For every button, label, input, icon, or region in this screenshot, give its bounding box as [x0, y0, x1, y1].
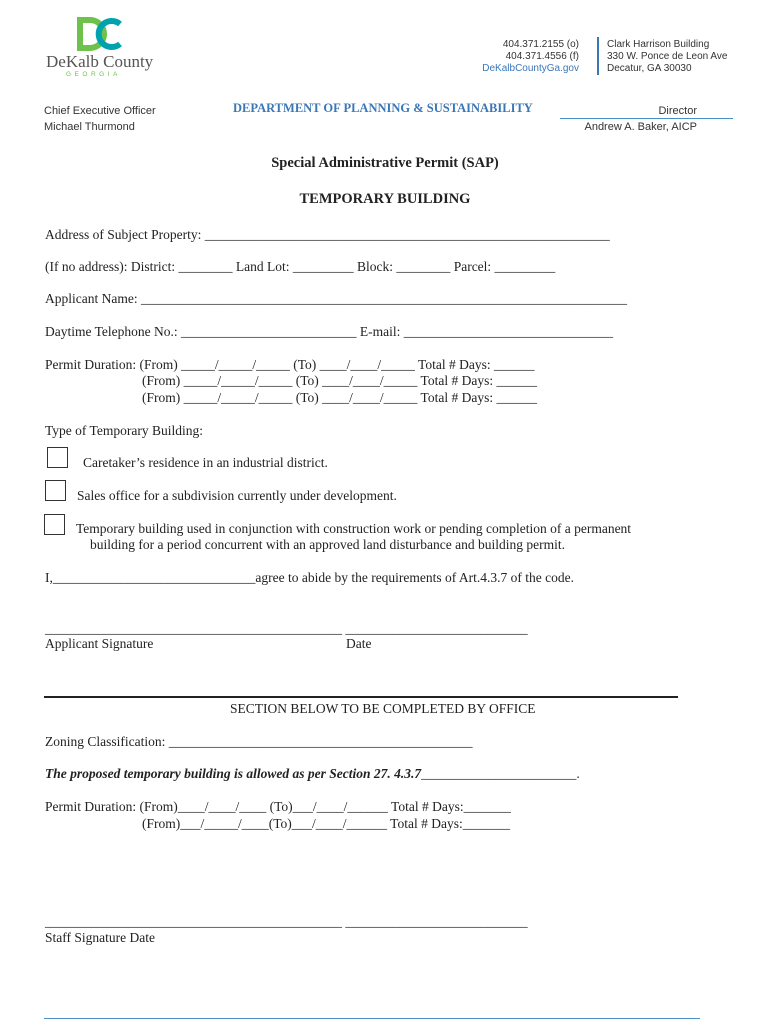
website-link[interactable]: DeKalbCountyGa.gov	[482, 63, 579, 74]
footer-rule	[44, 1018, 700, 1019]
phone-email-field[interactable]: Daytime Telephone No.: __________________________ E-mail: _______________________________	[45, 324, 614, 339]
applicant-signature-line[interactable]: ____________________________________________ ___________________________	[45, 621, 528, 636]
type-label: Type of Temporary Building:	[45, 423, 203, 438]
staff-signature-label: Staff Signature Date	[45, 930, 155, 945]
director-name: Andrew A. Baker, AICP	[584, 121, 697, 133]
zoning-field[interactable]: Zoning Classification: _____________________________________________	[45, 734, 473, 749]
option-caretaker-label: Caretaker’s residence in an industrial district.	[83, 455, 328, 470]
logo-state-name: GEORGIA	[66, 71, 121, 78]
option-construction-label-1: Temporary building used in conjunction with construction work or pending completion of a permanent	[76, 521, 632, 536]
office-duration-1[interactable]: Permit Duration: (From)____/____/____ (To)___/____/______ Total # Days:_______	[45, 799, 511, 814]
ceo-name: Michael Thurmond	[44, 121, 135, 133]
permit-duration-2[interactable]: (From) _____/_____/_____ (To) ____/____/_____ Total # Days: ______	[142, 373, 537, 388]
header-rule	[560, 118, 733, 119]
permit-duration-1[interactable]: Permit Duration: (From) _____/_____/_____ (To) ____/____/_____ Total # Days: ______	[45, 357, 535, 372]
checkbox-construction[interactable]	[44, 514, 65, 535]
county-logo	[44, 16, 154, 78]
applicant-name-field[interactable]: Applicant Name: ________________________________________________________________________	[45, 291, 627, 306]
permit-duration-3[interactable]: (From) _____/_____/_____ (To) ____/____/_____ Total # Days: ______	[142, 390, 537, 405]
department-title: DEPARTMENT OF PLANNING & SUSTAINABILITY	[233, 101, 533, 115]
phone-fax: 404.371.4556 (f)	[505, 51, 579, 62]
phone-office: 404.371.2155 (o)	[502, 39, 579, 50]
logo-county-name: DeKalb County	[46, 52, 154, 71]
option-sales-office-label: Sales office for a subdivision currently under development.	[77, 488, 397, 503]
director-title: Director	[658, 105, 697, 117]
dc-logo-icon	[44, 16, 154, 56]
contact-divider	[597, 37, 599, 75]
agreement-line[interactable]: I,______________________________agree to abide by the requirements of Art.4.3.7 of the code.	[45, 570, 575, 585]
checkbox-sales-office[interactable]	[45, 480, 66, 501]
address-line-2: 330 W. Ponce de Leon Ave	[607, 51, 728, 62]
no-address-field[interactable]: (If no address): District: ________ Land Lot: _________ Block: ________ Parcel: _________	[45, 259, 556, 274]
option-construction-label-2: building for a period concurrent with an approved land disturbance and building permit.	[90, 537, 565, 552]
staff-signature-line[interactable]: ____________________________________________ ___________________________	[45, 914, 528, 929]
allowed-text: The proposed temporary building is allowed as per Section 27. 4.3.7	[45, 766, 422, 781]
checkbox-caretaker[interactable]	[47, 447, 68, 468]
date-label: Date	[346, 636, 372, 651]
allowed-statement	[45, 766, 580, 782]
ceo-title: Chief Executive Officer	[44, 105, 156, 117]
form-title: Special Administrative Permit (SAP)	[271, 155, 499, 171]
applicant-signature-label: Applicant Signature	[45, 636, 154, 651]
allowed-blank[interactable]: _______________________.	[421, 766, 580, 781]
office-duration-2[interactable]: (From)___/_____/____(To)___/____/______ Total # Days:_______	[142, 816, 510, 831]
address-field[interactable]: Address of Subject Property: ____________________________________________________________	[45, 227, 610, 242]
form-subtitle: TEMPORARY BUILDING	[299, 191, 471, 207]
address-line-1: Clark Harrison Building	[607, 39, 710, 50]
address-line-3: Decatur, GA 30030	[607, 63, 692, 74]
office-section-rule	[44, 696, 678, 698]
office-section-label: SECTION BELOW TO BE COMPLETED BY OFFICE	[230, 701, 536, 716]
